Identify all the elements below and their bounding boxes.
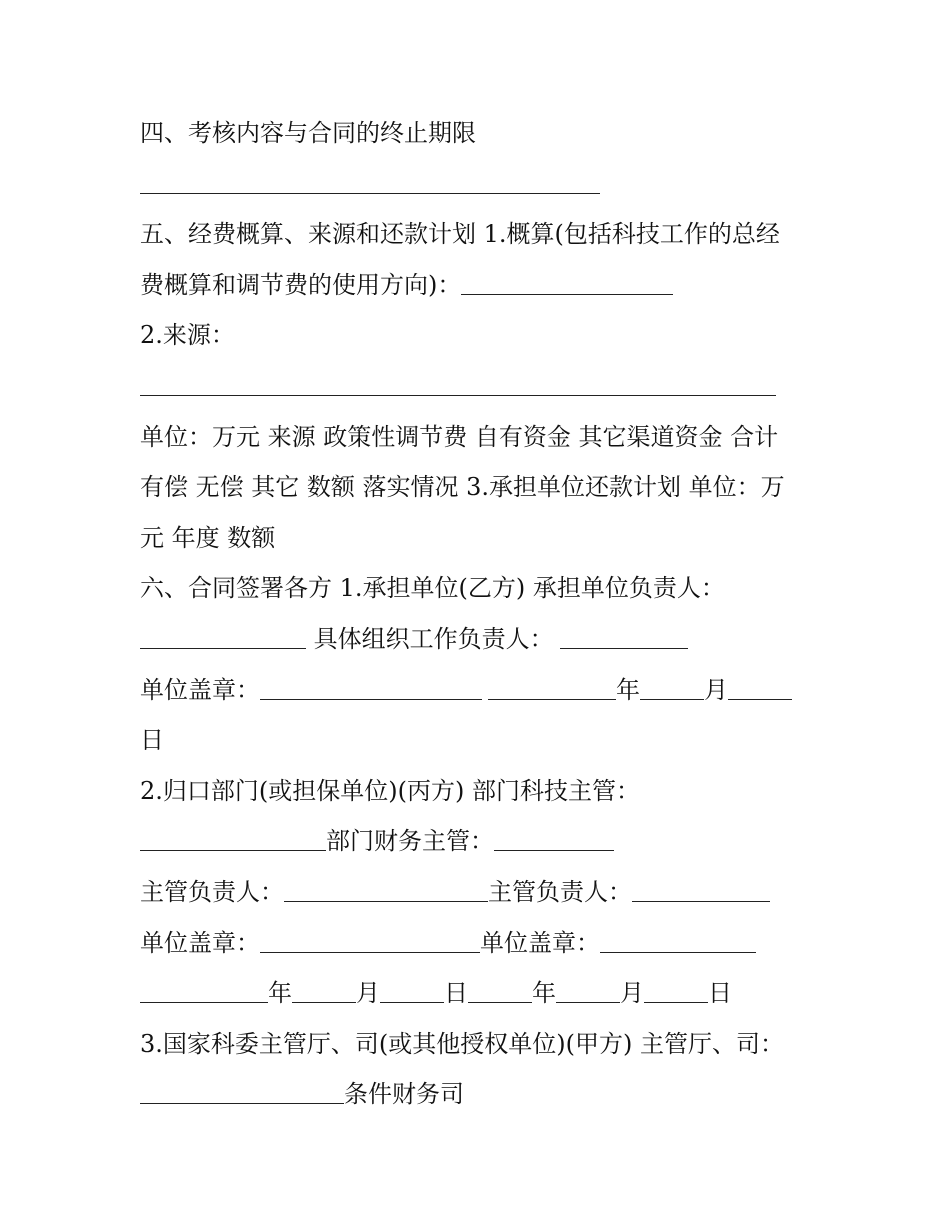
section-5-line-2	[140, 260, 800, 311]
party-b-responsible-line	[140, 614, 800, 665]
blank-underline	[140, 978, 268, 1003]
dept-seal-line	[140, 918, 800, 969]
finance-dept-label: 条件财务司	[344, 1080, 464, 1109]
section-6-line-1: 六、合同签署各方 1.承担单位(乙方) 承担单位负责人：	[140, 574, 725, 603]
budget-usage-label: 费概算和调节费的使用方向)：	[140, 270, 462, 299]
blank-underline	[140, 371, 776, 396]
day-label: 日	[444, 979, 468, 1008]
blank-underline	[632, 877, 770, 902]
blank-underline	[140, 1079, 344, 1104]
section-4-heading: 四、考核内容与合同的终止期限	[140, 119, 476, 147]
year-label: 年	[532, 979, 556, 1008]
dept-line: 2.归口部门(或担保单位)(丙方) 部门科技主管：	[140, 776, 640, 805]
blank-underline	[380, 978, 444, 1003]
month-label: 月	[356, 979, 380, 1008]
blank-underline	[284, 877, 488, 902]
month-label: 月	[620, 979, 644, 1008]
org-lead-label: 具体组织工作负责人：	[306, 624, 554, 653]
manager-line	[140, 867, 800, 918]
manager-label-1: 主管负责人：	[140, 877, 284, 906]
funding-table-line-1: 单位：万元 来源 政策性调节费 自有资金 其它渠道资金 合计	[140, 422, 779, 451]
blank-underline	[560, 624, 688, 649]
blank-underline	[494, 826, 614, 851]
blank-underline	[488, 675, 616, 700]
funding-table-line-2: 有偿 无偿 其它 数额 落实情况 3.承担单位还款计划 单位：万	[140, 473, 785, 502]
month-label: 月	[704, 675, 728, 704]
party-b-seal-line	[140, 665, 800, 716]
blank-underline	[644, 978, 708, 1003]
blank-underline	[461, 270, 673, 295]
date-line	[140, 968, 800, 1019]
contract-page	[140, 108, 800, 1120]
seal-label-1: 单位盖章：	[140, 928, 260, 957]
blank-underline	[260, 928, 480, 953]
seal-label: 单位盖章：	[140, 675, 260, 704]
finance-dept-line	[140, 1069, 800, 1120]
blank-underline	[260, 675, 482, 700]
dept-finance-label: 部门财务主管：	[326, 827, 494, 856]
source-blank-line	[140, 361, 800, 412]
blank-underline	[468, 978, 532, 1003]
blank-underline	[140, 169, 600, 194]
blank-underline	[140, 624, 306, 649]
section-5-line-1: 五、经费概算、来源和还款计划 1.概算(包括科技工作的总经	[140, 220, 780, 249]
dept-finance-line	[140, 816, 800, 867]
year-label: 年	[268, 979, 292, 1008]
seal-label-2: 单位盖章：	[480, 928, 600, 957]
day-label: 日	[708, 979, 732, 1008]
source-label: 2.来源：	[140, 321, 235, 350]
blank-underline	[728, 675, 792, 700]
blank-underline	[600, 928, 756, 953]
commission-line: 3.国家科委主管厅、司(或其他授权单位)(甲方) 主管厅、司：	[140, 1029, 784, 1058]
blank-underline	[640, 675, 704, 700]
blank-underline	[556, 978, 620, 1003]
blank-underline	[292, 978, 356, 1003]
day-label: 日	[140, 726, 164, 755]
year-label: 年	[616, 675, 640, 704]
manager-label-2: 主管负责人：	[488, 877, 632, 906]
blank-underline	[140, 826, 326, 851]
funding-table-line-3: 元 年度 数额	[140, 523, 276, 552]
section-4-blank-line	[140, 159, 800, 210]
